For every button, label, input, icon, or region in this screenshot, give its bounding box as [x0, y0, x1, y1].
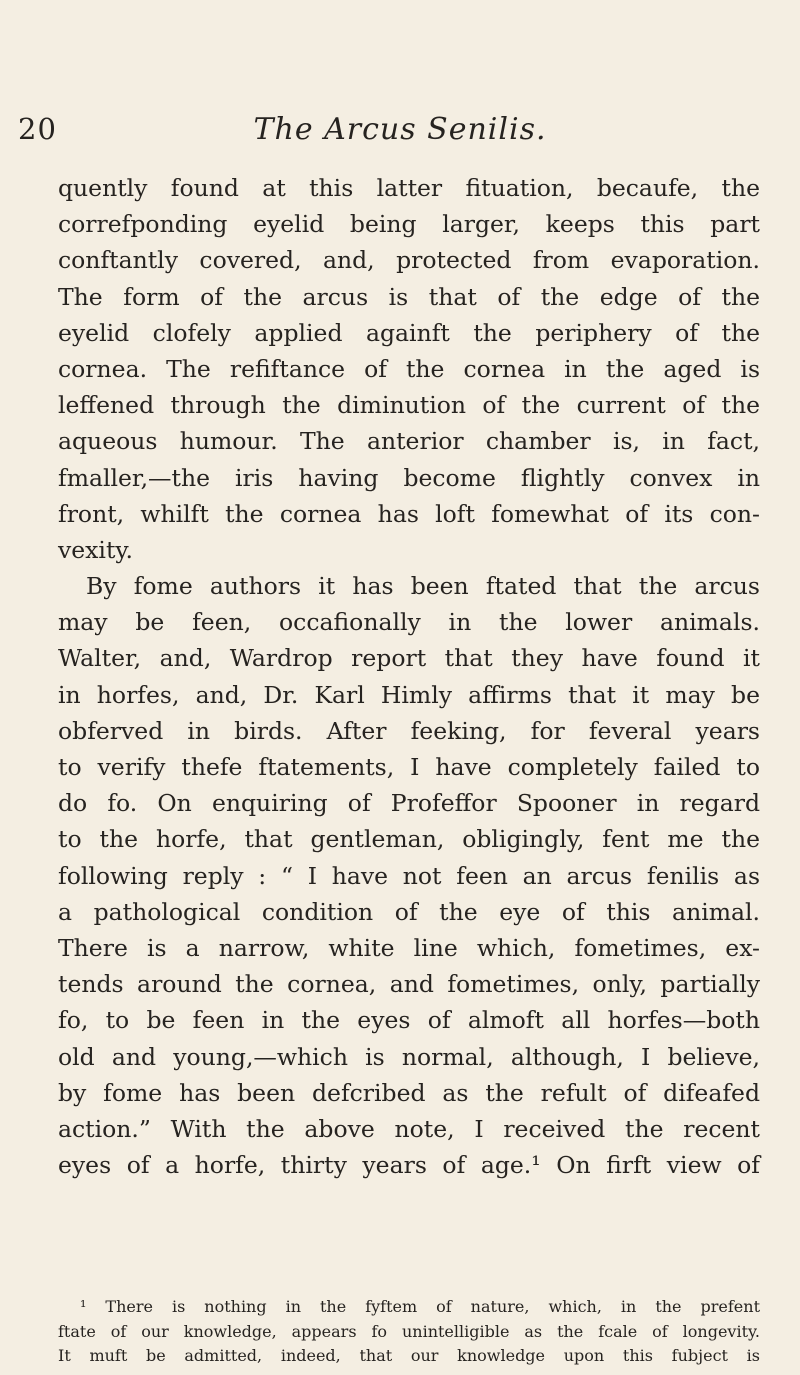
text-line: by fome has been defcribed as the refult of difeafed	[58, 1078, 760, 1107]
text-line: vexity.	[58, 535, 134, 564]
footnote-line: ¹ There is nothing in the fyftem of nature, which, in the prefent	[80, 1297, 760, 1316]
text-line: Walter, and, Wardrop report that they have found it	[58, 644, 760, 673]
text-line: The form of the arcus is that of the edge of the	[58, 282, 760, 311]
text-line: leffened through the diminution of the current of the	[58, 391, 760, 420]
text-line: to the horfe, that gentleman, obligingly, fent me the	[58, 825, 760, 854]
text-line: fmaller,—the iris having become flightly convex in	[58, 463, 760, 492]
text-line: obferved in birds. After feeking, for feveral years	[58, 716, 760, 745]
text-line: in horfes, and, Dr. Karl Himly affirms that it may be	[58, 680, 760, 709]
text-line: cornea. The refiftance of the cornea in the aged is	[58, 354, 760, 383]
text-line: By fome authors it has been ftated that the arcus	[86, 572, 760, 601]
body-text	[58, 170, 760, 1183]
text-line: do fo. On enquiring of Profeffor Spooner in regard	[58, 789, 760, 818]
running-head: The Arcus Senilis.	[253, 112, 547, 147]
text-line: tends around the cornea, and fometimes, only, partially	[58, 970, 760, 999]
text-line: action.” With the above note, I received the recent	[58, 1114, 760, 1143]
text-line: quently found at this latter fituation, becaufe, the	[58, 174, 760, 202]
footnote	[58, 1295, 760, 1369]
text-line: fo, to be feen in the eyes of almoft all horfes—both	[58, 1006, 760, 1035]
text-line: following reply : “ I have not feen an arcus fenilis as	[58, 861, 760, 890]
text-line: eyes of a horfe, thirty years of age.¹ On firft view of	[58, 1151, 760, 1180]
text-line: aqueous humour. The anterior chamber is, in fact,	[58, 427, 760, 456]
text-line: old and young,—which is normal, although, I believe,	[58, 1042, 760, 1071]
text-line: There is a narrow, white line which, fometimes, ex-	[58, 933, 760, 962]
footnote-line: It muft be admitted, indeed, that our knowledge upon this fubject is	[58, 1346, 760, 1365]
footnote-line: ftate of our knowledge, appears fo unintelligible as the fcale of longevity.	[58, 1321, 760, 1341]
page-number: 20	[18, 112, 57, 146]
page-header	[0, 112, 800, 162]
text-line: front, whilft the cornea has loft fomewhat of its con-	[58, 499, 760, 528]
text-line: to verify thefe ftatements, I have completely failed to	[58, 753, 760, 781]
text-line: a pathological condition of the eye of this animal.	[58, 897, 760, 926]
text-line: conftantly covered, and, protected from evaporation.	[58, 246, 760, 275]
text-line: eyelid clofely applied againft the periphery of the	[58, 318, 760, 347]
text-line: correfponding eyelid being larger, keeps this part	[58, 210, 760, 239]
text-line: may be feen, occafionally in the lower animals.	[58, 608, 760, 637]
